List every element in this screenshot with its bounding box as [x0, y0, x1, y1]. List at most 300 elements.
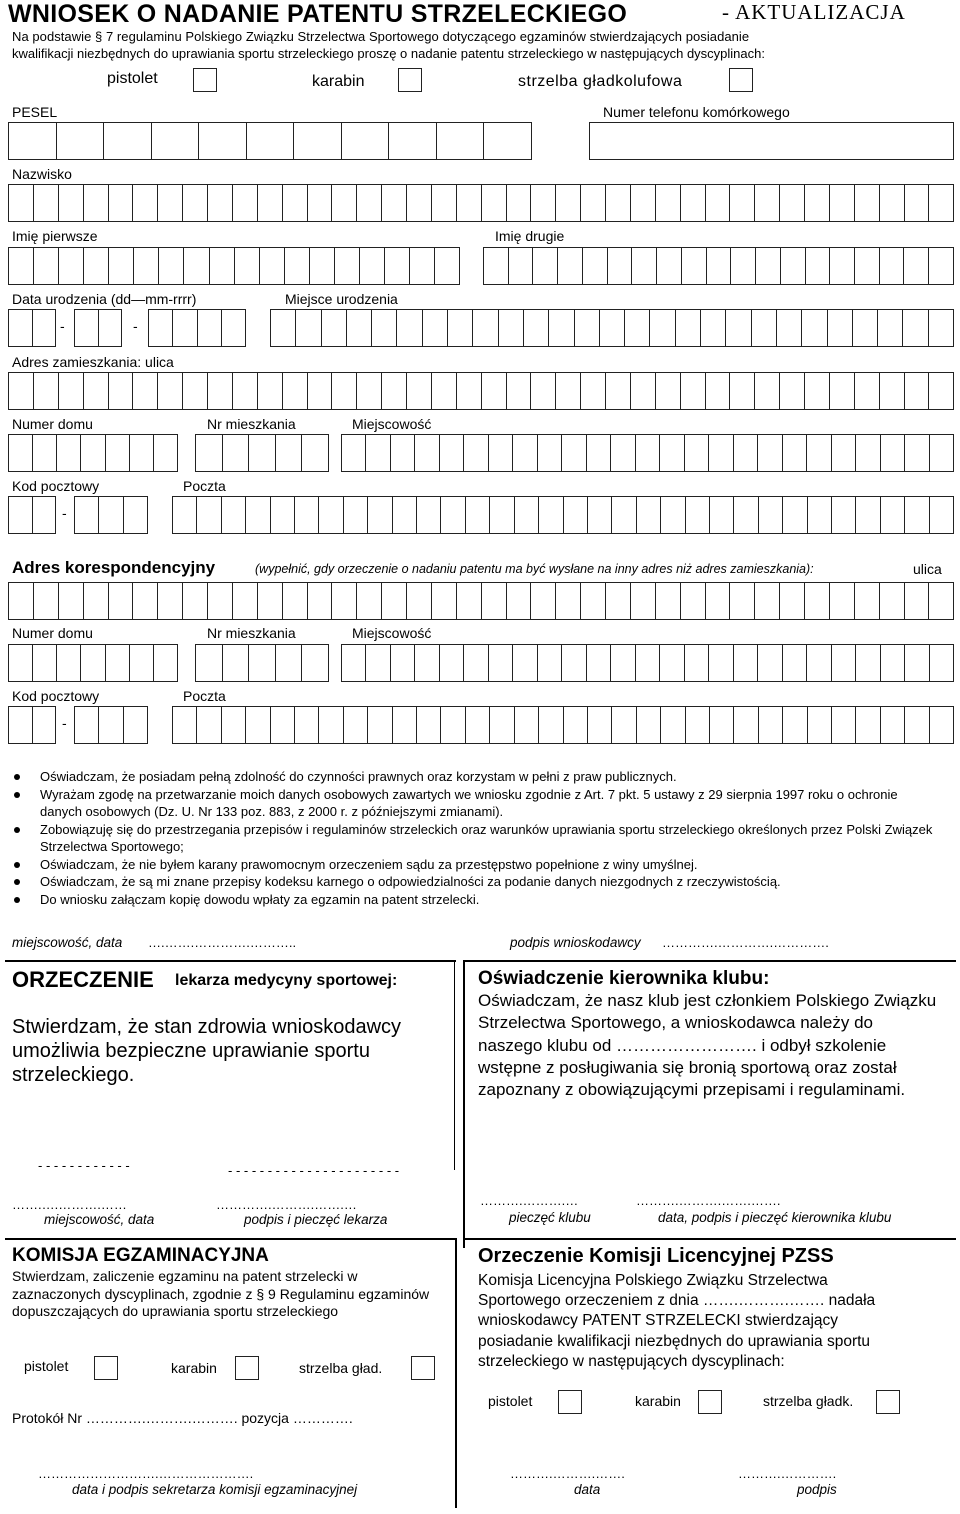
char-cell[interactable]: [880, 644, 904, 682]
char-cell[interactable]: [148, 309, 172, 347]
char-cell[interactable]: [157, 372, 182, 410]
char-cell[interactable]: [248, 434, 275, 472]
char-cell[interactable]: [782, 496, 806, 534]
char-cell[interactable]: [172, 309, 196, 347]
char-cell[interactable]: [929, 706, 954, 744]
char-cell[interactable]: [416, 706, 440, 744]
char-cell[interactable]: [58, 372, 83, 410]
char-cell[interactable]: [207, 184, 232, 222]
char-cell[interactable]: [367, 706, 391, 744]
char-cell[interactable]: [8, 122, 56, 160]
char-cell[interactable]: [307, 184, 332, 222]
char-cell[interactable]: [635, 434, 659, 472]
char-cell[interactable]: [282, 372, 307, 410]
char-cell[interactable]: [780, 247, 805, 285]
char-cell[interactable]: [758, 496, 782, 534]
char-cell[interactable]: [58, 184, 83, 222]
char-cell[interactable]: [904, 582, 929, 620]
char-cell[interactable]: [630, 582, 655, 620]
char-cell[interactable]: [489, 496, 513, 534]
license-dots-1[interactable]: ……….……….…….: [510, 1466, 625, 1481]
char-cell[interactable]: [685, 496, 709, 534]
char-cell[interactable]: [294, 496, 318, 534]
char-cell[interactable]: [635, 644, 659, 682]
char-cell[interactable]: [158, 247, 183, 285]
license-dots-2[interactable]: ……….………….: [738, 1466, 837, 1481]
char-cell[interactable]: [709, 706, 733, 744]
char-cell[interactable]: [129, 644, 153, 682]
char-cell[interactable]: [879, 582, 904, 620]
corr-postcode-a-cells[interactable]: [8, 706, 56, 744]
char-cell[interactable]: [807, 496, 831, 534]
char-cell[interactable]: [384, 247, 409, 285]
char-cell[interactable]: [733, 496, 757, 534]
char-cell[interactable]: [132, 582, 157, 620]
char-cell[interactable]: [729, 184, 754, 222]
char-cell[interactable]: [356, 372, 381, 410]
char-cell[interactable]: [605, 184, 630, 222]
char-cell[interactable]: [708, 434, 732, 472]
char-cell[interactable]: [481, 582, 506, 620]
char-cell[interactable]: [8, 309, 32, 347]
char-cell[interactable]: [605, 372, 630, 410]
char-cell[interactable]: [83, 184, 108, 222]
char-cell[interactable]: [98, 496, 122, 534]
surname-cells[interactable]: [8, 184, 954, 222]
char-cell[interactable]: [877, 309, 902, 347]
char-cell[interactable]: [294, 706, 318, 744]
char-cell[interactable]: [709, 496, 733, 534]
discipline-rifle-checkbox[interactable]: [398, 68, 422, 92]
char-cell[interactable]: [431, 582, 456, 620]
char-cell[interactable]: [207, 582, 232, 620]
char-cell[interactable]: [196, 706, 220, 744]
char-cell[interactable]: [108, 184, 133, 222]
char-cell[interactable]: [182, 582, 207, 620]
char-cell[interactable]: [831, 434, 855, 472]
char-cell[interactable]: [555, 184, 580, 222]
char-cell[interactable]: [406, 372, 431, 410]
char-cell[interactable]: [779, 372, 804, 410]
exam-rifle-checkbox[interactable]: [235, 1356, 259, 1380]
char-cell[interactable]: [610, 434, 634, 472]
char-cell[interactable]: [259, 247, 284, 285]
char-cell[interactable]: [852, 309, 877, 347]
char-cell[interactable]: [655, 184, 680, 222]
char-cell[interactable]: [684, 644, 708, 682]
char-cell[interactable]: [630, 184, 655, 222]
first-name-cells[interactable]: [8, 247, 460, 285]
char-cell[interactable]: [680, 184, 705, 222]
char-cell[interactable]: [829, 372, 854, 410]
char-cell[interactable]: [636, 706, 660, 744]
char-cell[interactable]: [563, 706, 587, 744]
char-cell[interactable]: [359, 247, 384, 285]
char-cell[interactable]: [8, 372, 33, 410]
char-cell[interactable]: [880, 434, 904, 472]
char-cell[interactable]: [880, 496, 904, 534]
flat-no-cells[interactable]: [195, 434, 329, 472]
postcode-a-cells[interactable]: [8, 496, 56, 534]
char-cell[interactable]: [611, 496, 635, 534]
char-cell[interactable]: [196, 496, 220, 534]
club-dots-1[interactable]: ……….……….…: [480, 1193, 579, 1208]
char-cell[interactable]: [8, 184, 33, 222]
char-cell[interactable]: [655, 582, 680, 620]
char-cell[interactable]: [307, 582, 332, 620]
char-cell[interactable]: [929, 434, 954, 472]
char-cell[interactable]: [829, 247, 854, 285]
char-cell[interactable]: [390, 434, 414, 472]
char-cell[interactable]: [563, 496, 587, 534]
char-cell[interactable]: [74, 496, 98, 534]
char-cell[interactable]: [356, 582, 381, 620]
char-cell[interactable]: [879, 372, 904, 410]
char-cell[interactable]: [904, 644, 928, 682]
exam-pistol-checkbox[interactable]: [94, 1356, 118, 1380]
char-cell[interactable]: [804, 582, 829, 620]
city-cells[interactable]: [341, 434, 954, 472]
char-cell[interactable]: [105, 644, 129, 682]
char-cell[interactable]: [83, 247, 108, 285]
char-cell[interactable]: [782, 644, 806, 682]
char-cell[interactable]: [904, 184, 929, 222]
char-cell[interactable]: [232, 184, 257, 222]
char-cell[interactable]: [512, 644, 536, 682]
char-cell[interactable]: [414, 434, 438, 472]
char-cell[interactable]: [346, 309, 371, 347]
char-cell[interactable]: [538, 496, 562, 534]
char-cell[interactable]: [700, 309, 725, 347]
char-cell[interactable]: [392, 496, 416, 534]
char-cell[interactable]: [153, 434, 178, 472]
char-cell[interactable]: [257, 372, 282, 410]
char-cell[interactable]: [807, 706, 831, 744]
char-cell[interactable]: [829, 582, 854, 620]
house-no-cells[interactable]: [8, 434, 178, 472]
char-cell[interactable]: [733, 644, 757, 682]
char-cell[interactable]: [293, 122, 341, 160]
char-cell[interactable]: [108, 247, 133, 285]
char-cell[interactable]: [157, 582, 182, 620]
char-cell[interactable]: [754, 184, 779, 222]
char-cell[interactable]: [561, 434, 585, 472]
char-cell[interactable]: [270, 309, 295, 347]
char-cell[interactable]: [928, 247, 954, 285]
char-cell[interactable]: [757, 644, 781, 682]
char-cell[interactable]: [282, 184, 307, 222]
corr-flat-no-cells[interactable]: [195, 644, 329, 682]
char-cell[interactable]: [301, 434, 329, 472]
char-cell[interactable]: [295, 309, 320, 347]
char-cell[interactable]: [705, 184, 730, 222]
char-cell[interactable]: [182, 372, 207, 410]
char-cell[interactable]: [879, 247, 904, 285]
char-cell[interactable]: [318, 706, 342, 744]
postcode-b-cells[interactable]: [74, 496, 148, 534]
corr-postcode-b-cells[interactable]: [74, 706, 148, 744]
char-cell[interactable]: [8, 434, 32, 472]
char-cell[interactable]: [222, 644, 249, 682]
char-cell[interactable]: [488, 644, 512, 682]
char-cell[interactable]: [680, 582, 705, 620]
char-cell[interactable]: [904, 434, 928, 472]
char-cell[interactable]: [365, 434, 389, 472]
char-cell[interactable]: [436, 122, 484, 160]
char-cell[interactable]: [416, 496, 440, 534]
char-cell[interactable]: [172, 496, 196, 534]
char-cell[interactable]: [248, 644, 275, 682]
char-cell[interactable]: [904, 496, 928, 534]
char-cell[interactable]: [537, 434, 561, 472]
char-cell[interactable]: [805, 247, 830, 285]
char-cell[interactable]: [183, 247, 208, 285]
char-cell[interactable]: [465, 706, 489, 744]
char-cell[interactable]: [489, 706, 513, 744]
char-cell[interactable]: [854, 184, 879, 222]
char-cell[interactable]: [222, 434, 249, 472]
char-cell[interactable]: [624, 309, 649, 347]
char-cell[interactable]: [182, 184, 207, 222]
char-cell[interactable]: [801, 309, 826, 347]
char-cell[interactable]: [587, 706, 611, 744]
char-cell[interactable]: [660, 496, 684, 534]
char-cell[interactable]: [108, 582, 133, 620]
phone-field[interactable]: [589, 122, 954, 160]
char-cell[interactable]: [705, 582, 730, 620]
char-cell[interactable]: [804, 372, 829, 410]
char-cell[interactable]: [685, 706, 709, 744]
char-cell[interactable]: [301, 644, 329, 682]
char-cell[interactable]: [456, 372, 481, 410]
exam-protocol[interactable]: Protokół Nr ………….……….………. pozycja ………….: [12, 1410, 353, 1426]
char-cell[interactable]: [284, 247, 309, 285]
char-cell[interactable]: [392, 706, 416, 744]
char-cell[interactable]: [508, 247, 533, 285]
discipline-shotgun-checkbox[interactable]: [729, 68, 753, 92]
char-cell[interactable]: [855, 434, 879, 472]
char-cell[interactable]: [555, 372, 580, 410]
char-cell[interactable]: [83, 582, 108, 620]
char-cell[interactable]: [245, 706, 269, 744]
char-cell[interactable]: [880, 706, 904, 744]
char-cell[interactable]: [8, 706, 32, 744]
corr-street-cells[interactable]: [8, 582, 954, 620]
char-cell[interactable]: [928, 582, 954, 620]
char-cell[interactable]: [548, 309, 573, 347]
char-cell[interactable]: [409, 247, 434, 285]
char-cell[interactable]: [172, 706, 196, 744]
char-cell[interactable]: [829, 184, 854, 222]
char-cell[interactable]: [463, 434, 487, 472]
char-cell[interactable]: [514, 706, 538, 744]
char-cell[interactable]: [758, 706, 782, 744]
char-cell[interactable]: [123, 706, 148, 744]
char-cell[interactable]: [498, 309, 523, 347]
char-cell[interactable]: [103, 122, 151, 160]
street-cells[interactable]: [8, 372, 954, 410]
char-cell[interactable]: [33, 184, 58, 222]
license-pistol-checkbox[interactable]: [558, 1390, 582, 1414]
char-cell[interactable]: [782, 434, 806, 472]
char-cell[interactable]: [904, 706, 928, 744]
medical-dots-2[interactable]: ………….……….…….…: [216, 1197, 357, 1212]
char-cell[interactable]: [751, 309, 776, 347]
char-cell[interactable]: [414, 644, 438, 682]
char-cell[interactable]: [381, 372, 406, 410]
char-cell[interactable]: [198, 122, 246, 160]
char-cell[interactable]: [610, 644, 634, 682]
char-cell[interactable]: [439, 434, 463, 472]
char-cell[interactable]: [630, 372, 655, 410]
char-cell[interactable]: [729, 582, 754, 620]
char-cell[interactable]: [58, 247, 83, 285]
corr-house-no-cells[interactable]: [8, 644, 178, 682]
char-cell[interactable]: [472, 309, 497, 347]
char-cell[interactable]: [537, 644, 561, 682]
char-cell[interactable]: [854, 247, 879, 285]
char-cell[interactable]: [232, 582, 257, 620]
char-cell[interactable]: [611, 706, 635, 744]
char-cell[interactable]: [660, 706, 684, 744]
char-cell[interactable]: [32, 309, 57, 347]
char-cell[interactable]: [586, 434, 610, 472]
char-cell[interactable]: [8, 247, 33, 285]
char-cell[interactable]: [33, 372, 58, 410]
char-cell[interactable]: [80, 644, 104, 682]
char-cell[interactable]: [153, 644, 178, 682]
char-cell[interactable]: [879, 184, 904, 222]
char-cell[interactable]: [675, 309, 700, 347]
birth-place-cells[interactable]: [270, 309, 954, 347]
club-dots-2[interactable]: ……….……….…….…….: [636, 1193, 781, 1208]
char-cell[interactable]: [388, 122, 436, 160]
char-cell[interactable]: [275, 644, 302, 682]
char-cell[interactable]: [365, 644, 389, 682]
char-cell[interactable]: [307, 372, 332, 410]
char-cell[interactable]: [506, 582, 531, 620]
pesel-cells[interactable]: [8, 122, 532, 160]
char-cell[interactable]: [729, 372, 754, 410]
char-cell[interactable]: [656, 247, 681, 285]
char-cell[interactable]: [855, 496, 879, 534]
char-cell[interactable]: [649, 309, 674, 347]
second-name-cells[interactable]: [483, 247, 954, 285]
char-cell[interactable]: [318, 496, 342, 534]
char-cell[interactable]: [481, 184, 506, 222]
char-cell[interactable]: [779, 184, 804, 222]
char-cell[interactable]: [321, 309, 346, 347]
char-cell[interactable]: [582, 247, 607, 285]
char-cell[interactable]: [706, 247, 731, 285]
char-cell[interactable]: [341, 122, 389, 160]
char-cell[interactable]: [270, 496, 294, 534]
char-cell[interactable]: [463, 644, 487, 682]
char-cell[interactable]: [33, 247, 58, 285]
char-cell[interactable]: [270, 706, 294, 744]
char-cell[interactable]: [246, 122, 294, 160]
char-cell[interactable]: [98, 706, 122, 744]
char-cell[interactable]: [725, 309, 750, 347]
char-cell[interactable]: [574, 309, 599, 347]
char-cell[interactable]: [928, 309, 954, 347]
char-cell[interactable]: [245, 496, 269, 534]
char-cell[interactable]: [483, 122, 532, 160]
char-cell[interactable]: [831, 644, 855, 682]
birth-year-cells[interactable]: [148, 309, 246, 347]
char-cell[interactable]: [776, 309, 801, 347]
char-cell[interactable]: [806, 644, 830, 682]
char-cell[interactable]: [195, 434, 222, 472]
char-cell[interactable]: [705, 372, 730, 410]
char-cell[interactable]: [481, 372, 506, 410]
birth-day-cells[interactable]: [8, 309, 56, 347]
char-cell[interactable]: [929, 644, 954, 682]
char-cell[interactable]: [440, 706, 464, 744]
char-cell[interactable]: [587, 496, 611, 534]
char-cell[interactable]: [506, 184, 531, 222]
char-cell[interactable]: [232, 372, 257, 410]
char-cell[interactable]: [804, 184, 829, 222]
char-cell[interactable]: [8, 496, 32, 534]
char-cell[interactable]: [221, 309, 246, 347]
discipline-pistol-checkbox[interactable]: [193, 68, 217, 92]
char-cell[interactable]: [56, 644, 80, 682]
char-cell[interactable]: [343, 496, 367, 534]
corr-post-cells[interactable]: [172, 706, 954, 744]
char-cell[interactable]: [599, 309, 624, 347]
char-cell[interactable]: [434, 247, 460, 285]
char-cell[interactable]: [757, 434, 781, 472]
char-cell[interactable]: [195, 644, 222, 682]
char-cell[interactable]: [631, 247, 656, 285]
char-cell[interactable]: [557, 247, 582, 285]
char-cell[interactable]: [406, 582, 431, 620]
char-cell[interactable]: [902, 309, 927, 347]
char-cell[interactable]: [684, 434, 708, 472]
char-cell[interactable]: [447, 309, 472, 347]
char-cell[interactable]: [782, 706, 806, 744]
char-cell[interactable]: [607, 247, 632, 285]
char-cell[interactable]: [523, 309, 548, 347]
char-cell[interactable]: [396, 309, 421, 347]
char-cell[interactable]: [207, 372, 232, 410]
char-cell[interactable]: [422, 309, 447, 347]
char-cell[interactable]: [680, 372, 705, 410]
char-cell[interactable]: [334, 247, 359, 285]
char-cell[interactable]: [132, 184, 157, 222]
char-cell[interactable]: [580, 184, 605, 222]
char-cell[interactable]: [371, 309, 396, 347]
char-cell[interactable]: [555, 582, 580, 620]
char-cell[interactable]: [56, 122, 104, 160]
char-cell[interactable]: [129, 434, 153, 472]
char-cell[interactable]: [331, 184, 356, 222]
char-cell[interactable]: [532, 247, 557, 285]
place-date-dots[interactable]: ….…….………….………..: [148, 935, 297, 950]
char-cell[interactable]: [506, 372, 531, 410]
char-cell[interactable]: [512, 434, 536, 472]
char-cell[interactable]: [74, 309, 98, 347]
char-cell[interactable]: [456, 582, 481, 620]
char-cell[interactable]: [733, 706, 757, 744]
char-cell[interactable]: [197, 309, 221, 347]
char-cell[interactable]: [209, 247, 234, 285]
char-cell[interactable]: [58, 582, 83, 620]
license-shotgun-checkbox[interactable]: [876, 1390, 900, 1414]
char-cell[interactable]: [855, 706, 879, 744]
char-cell[interactable]: [33, 582, 58, 620]
